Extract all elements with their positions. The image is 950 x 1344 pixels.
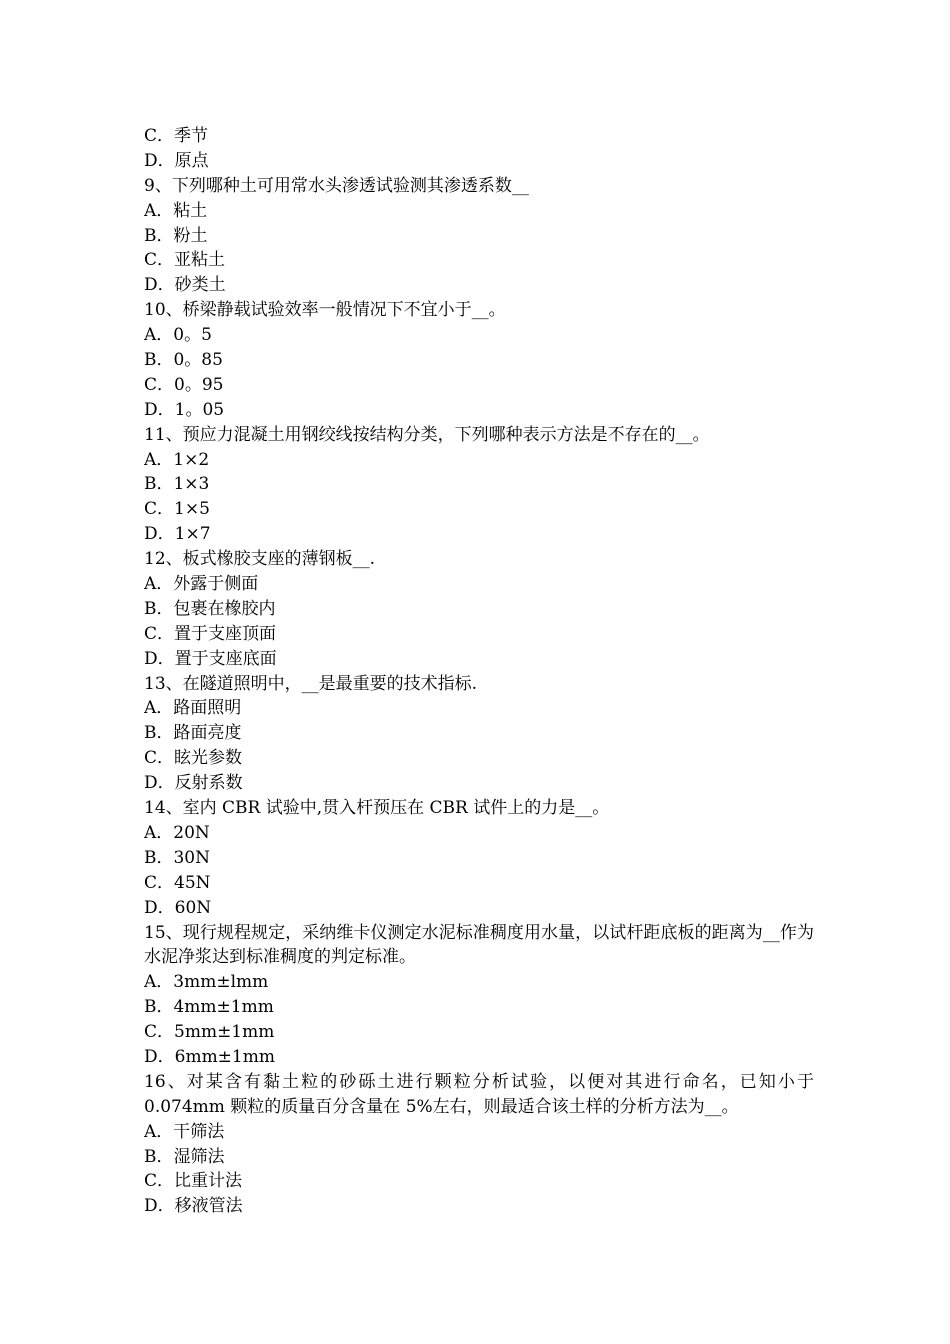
question-16-option-c: C．比重计法	[144, 1171, 243, 1192]
question-15-option-d: D．6mm±1mm	[144, 1046, 275, 1067]
question-10-option-d: D．1。05	[144, 399, 225, 420]
question-15-option-c: C．5mm±1mm	[144, 1022, 275, 1043]
question-11-stem: 11、预应力混凝土用钢绞线按结构分类，下列哪种表示方法是不存在的__。	[144, 424, 710, 445]
question-14-option-b: B．30N	[144, 847, 210, 868]
question-10-option-b: B．0。85	[144, 350, 223, 371]
option-d-prev: D．原点	[144, 150, 209, 171]
question-9-option-d: D．砂类土	[144, 275, 226, 296]
question-11-option-d: D．1×7	[144, 524, 211, 545]
question-14-stem: 14、室内 CBR 试验中,贯入杆预压在 CBR 试件上的力是__。	[144, 798, 610, 819]
question-14-option-c: C．45N	[144, 872, 211, 893]
question-10-option-c: C．0。95	[144, 374, 224, 395]
option-c-prev: C．季节	[144, 126, 209, 146]
question-15-option-a: A．3mm±lmm	[144, 972, 269, 993]
question-16-option-b: B．湿筛法	[144, 1146, 225, 1167]
question-13-option-b: B．路面亮度	[144, 723, 242, 744]
question-16-option-a: A．干筛法	[144, 1121, 225, 1142]
question-11-option-a: A．1×2	[144, 449, 210, 470]
question-11-option-b: B．1×3	[144, 474, 210, 495]
question-15-option-b: B．4mm±1mm	[144, 997, 274, 1018]
question-9-option-b: B．粉土	[144, 225, 208, 246]
question-9-stem: 9、下列哪种土可用常水头渗透试验测其渗透系数__	[144, 175, 529, 196]
question-13-option-a: A．路面照明	[144, 698, 242, 719]
question-12-option-d: D．置于支座底面	[144, 648, 277, 669]
question-12-stem: 12、板式橡胶支座的薄钢板__.	[144, 549, 376, 570]
question-12-option-a: A．外露于侧面	[144, 574, 259, 595]
question-9-option-a: A．粘土	[144, 200, 208, 221]
question-13-option-c: C．眩光参数	[144, 748, 243, 769]
question-12-option-b: B．包裹在橡胶内	[144, 598, 276, 619]
question-14-option-d: D．60N	[144, 897, 212, 918]
question-15-stem: 15、现行规程规定，采纳维卡仪测定水泥标准稠度用水量，以试杆距底板的距离为__作为水泥净浆达到标准稠度的判定标准。	[144, 922, 814, 968]
question-9-option-c: C．亚粘土	[144, 250, 226, 271]
question-13-option-d: D．反射系数	[144, 773, 243, 794]
question-12-option-c: C．置于支座顶面	[144, 623, 277, 644]
question-10-option-a: A．0。5	[144, 325, 212, 346]
question-10-stem: 10、桥梁静载试验效率一般情况下不宜小于__。	[144, 300, 506, 321]
question-13-stem: 13、在隧道照明中，__是最重要的技术指标.	[144, 673, 478, 694]
question-16-stem: 16、对某含有黏土粒的砂砾土进行颗粒分析试验，以便对其进行命名，已知小于 0.074mm 颗粒的质量百分含量在 5%左右，则最适合该土样的分析方法为__。	[144, 1071, 814, 1117]
question-11-option-c: C．1×5	[144, 499, 210, 520]
question-16-option-d: D．移液管法	[144, 1196, 243, 1217]
document-page	[144, 124, 814, 1219]
question-14-option-a: A．20N	[144, 822, 210, 843]
